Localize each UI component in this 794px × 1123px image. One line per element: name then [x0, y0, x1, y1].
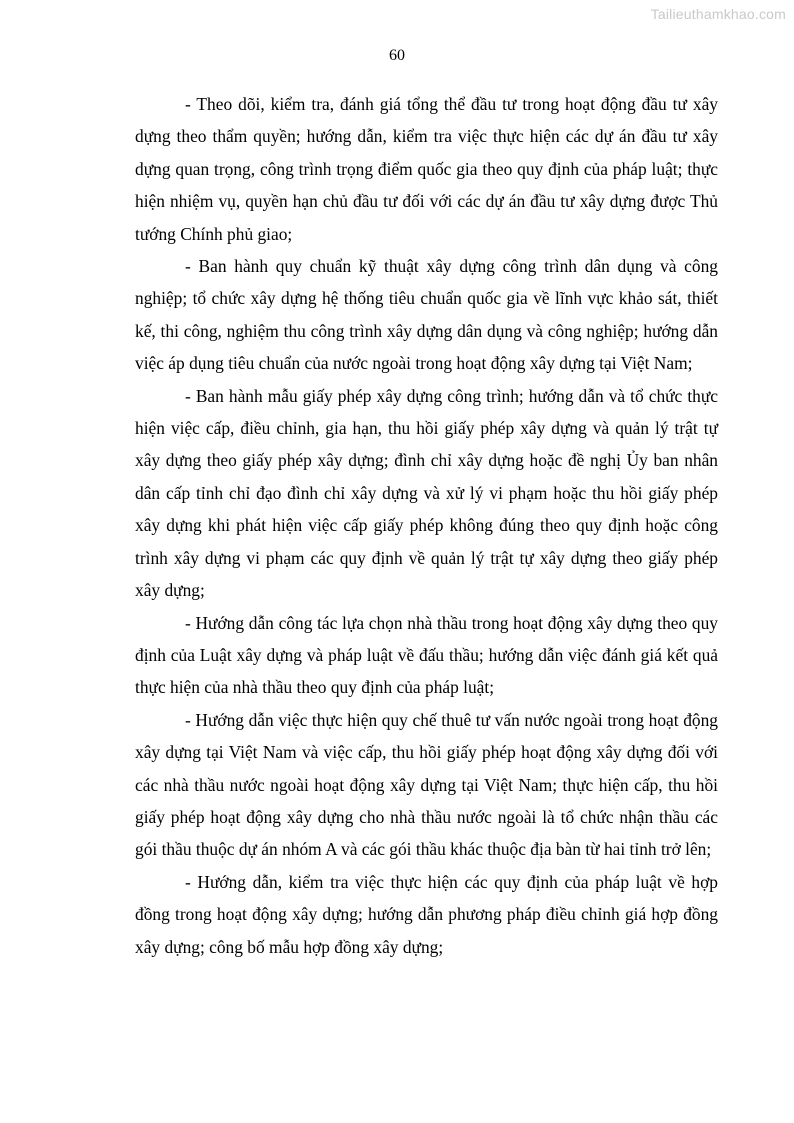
document-body	[135, 88, 718, 963]
paragraph-1: - Theo dõi, kiểm tra, đánh giá tổng thể đầu tư trong hoạt động đầu tư xây dựng theo thẩm quyền; hướng dẫn, kiểm tra việc thực hiện các dự án đầu tư xây dựng quan trọng, công trình trọng điểm quốc gia theo quy định của pháp luật; thực hiện nhiệm vụ, quyền hạn chủ đầu tư đối với các dự án đầu tư xây dựng được Thủ tướng Chính phủ giao;	[135, 94, 718, 244]
paragraph-6: - Hướng dẫn, kiểm tra việc thực hiện các quy định của pháp luật về hợp đồng trong hoạt động xây dựng; hướng dẫn phương pháp điều chỉnh giá hợp đồng xây dựng; công bố mẫu hợp đồng xây dựng;	[135, 871, 718, 957]
paragraph-4: - Hướng dẫn công tác lựa chọn nhà thầu trong hoạt động xây dựng theo quy định của Luật xây dựng và pháp luật về đấu thầu; hướng dẫn việc đánh giá kết quả thực hiện của nhà thầu theo quy định của pháp luật;	[135, 612, 718, 698]
paragraph-2: - Ban hành quy chuẩn kỹ thuật xây dựng công trình dân dụng và công nghiệp; tổ chức xây dựng hệ thống tiêu chuẩn quốc gia về lĩnh vực khảo sát, thiết kế, thi công, nghiệm thu công trình xây dựng dân dụng và công nghiệp; hướng dẫn việc áp dụng tiêu chuẩn của nước ngoài trong hoạt động xây dựng tại Việt Nam;	[135, 256, 718, 374]
paragraph-3: - Ban hành mẫu giấy phép xây dựng công trình; hướng dẫn và tổ chức thực hiện việc cấp, điều chỉnh, gia hạn, thu hồi giấy phép xây dựng và quản lý trật tự xây dựng theo giấy phép xây dựng; đình chỉ xây dựng hoặc đề nghị Ủy ban nhân dân cấp tỉnh chỉ đạo đình chỉ xây dựng và xử lý vi phạm hoặc thu hồi giấy phép xây dựng khi phát hiện việc cấp giấy phép không đúng theo quy định hoặc công trình xây dựng vi phạm các quy định về quản lý trật tự xây dựng theo giấy phép xây dựng;	[135, 385, 718, 601]
watermark-text: Tailieuthamkhao.com	[650, 6, 786, 22]
paragraph-5: - Hướng dẫn việc thực hiện quy chế thuê tư vấn nước ngoài trong hoạt động xây dựng tại Việt Nam và việc cấp, thu hồi giấy phép hoạt động xây dựng đối với các nhà thầu nước ngoài hoạt động xây dựng tại Việt Nam; thực hiện cấp, thu hồi giấy phép hoạt động xây dựng cho nhà thầu nước ngoài là tổ chức nhận thầu các gói thầu thuộc dự án nhóm A và các gói thầu khác thuộc địa bàn từ hai tỉnh trở lên;	[135, 709, 718, 860]
page-number: 60	[389, 47, 405, 64]
